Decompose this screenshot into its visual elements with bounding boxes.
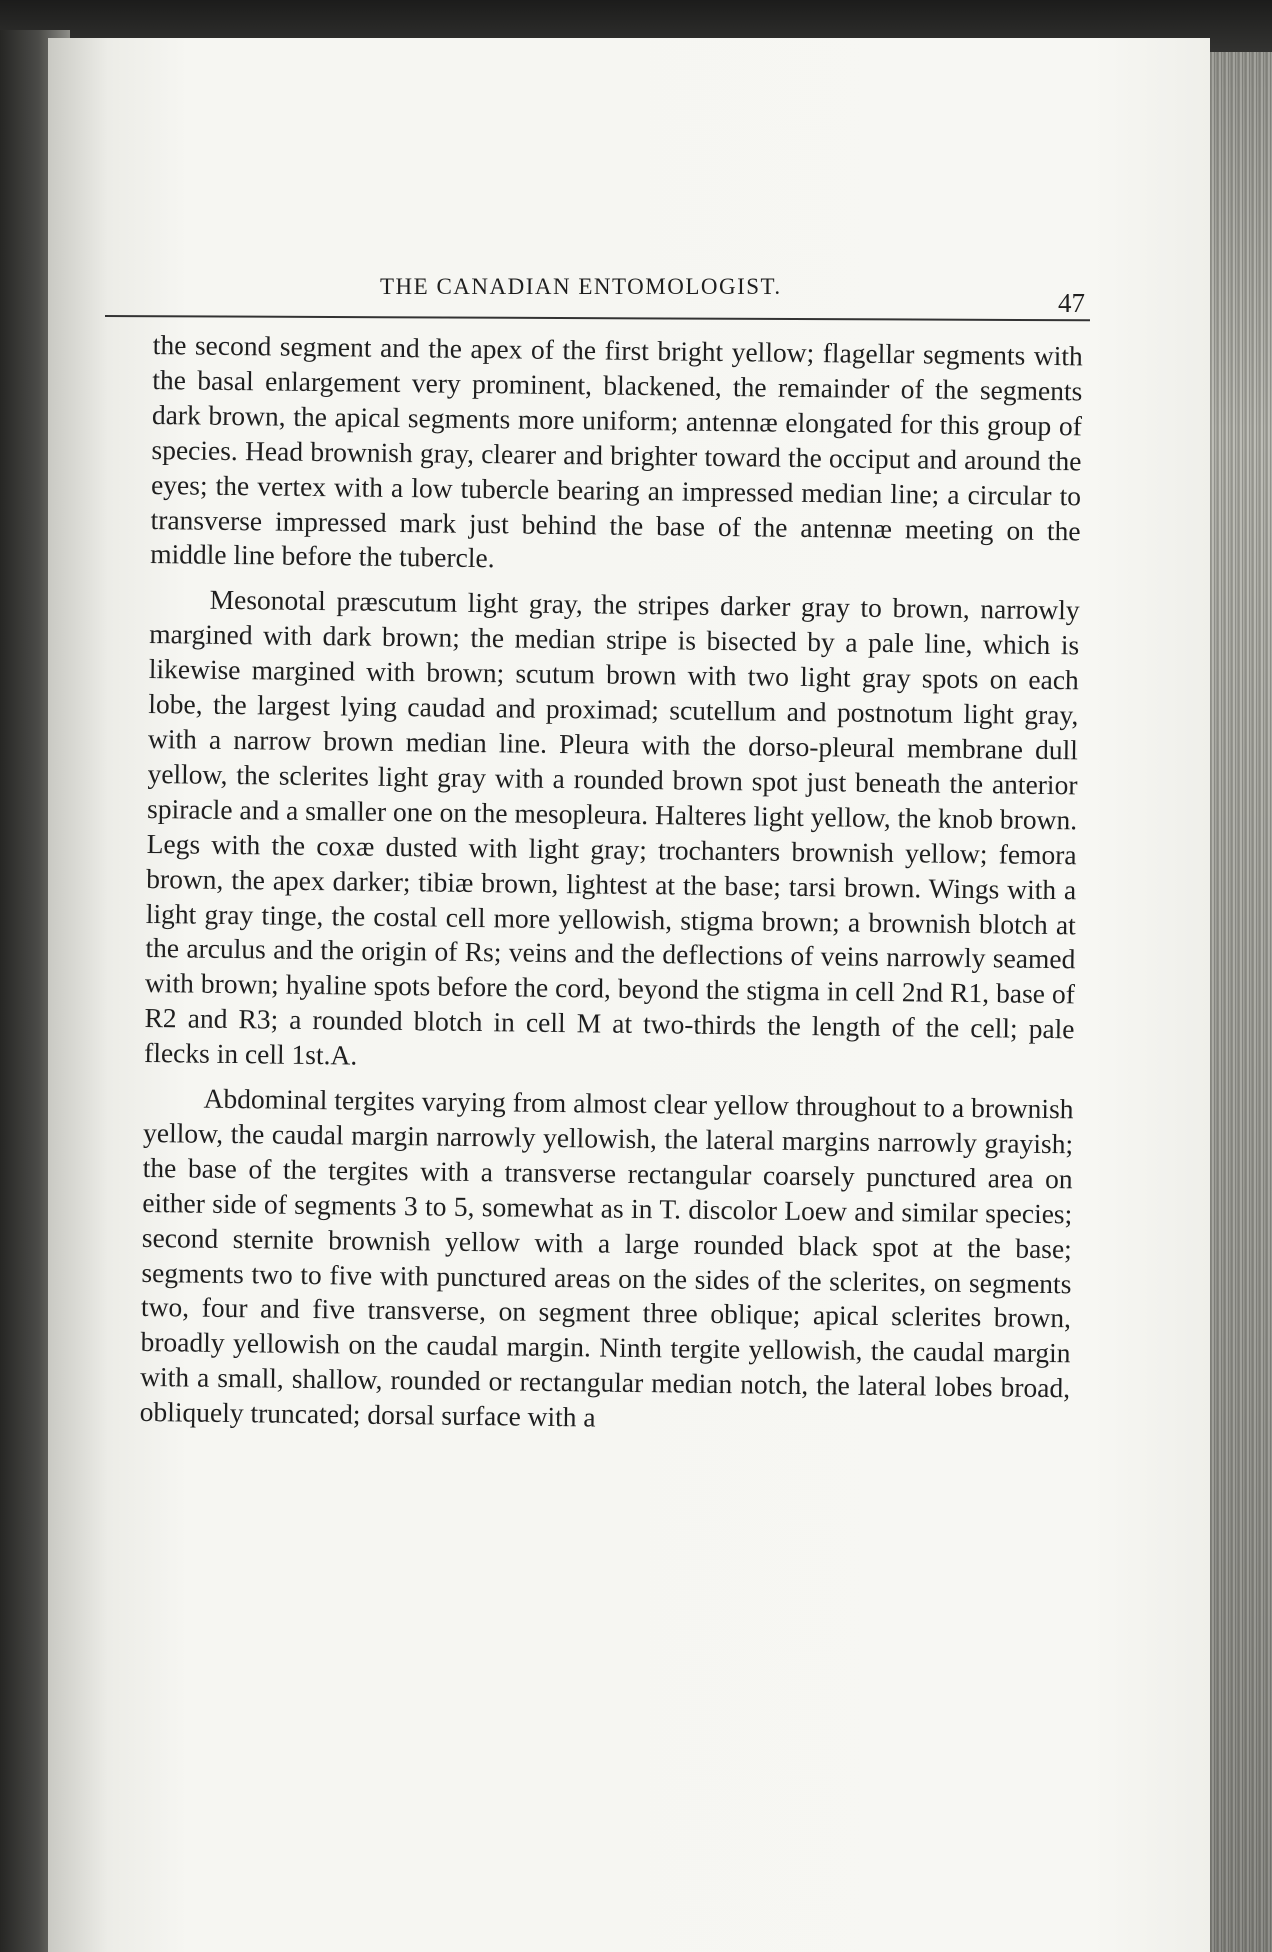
- paragraph-antennae-head: the second segment and the apex of the first bright yellow; flagellar segments with the basal enlargement very prominent, blackened, the remainder of the segments dark brown, the apical segments more uniform; antennæ elongated for this group of species. Head brownish gray, clearer and brighter toward the occiput and around the eyes; the vertex with a low tubercle bearing an impressed median line; a circular to transverse impressed mark just behind the base of the antennæ meeting on the middle line before the tubercle.: [150, 328, 1083, 574]
- paragraph-thorax-wings: Mesonotal præscutum light gray, the stripes darker gray to brown, narrowly margined with dark brown; the median stripe is bisected by a pale line, which is likewise margined with brown; scutum brown with two light gray spots on each lobe, the largest lying caudad and proximad; scutellum and postnotum light gray, with a narrow brown median line. Pleura with the dorso-pleural membrane dull yellow, the sclerites light gray with a rounded brown spot just beneath the anterior spiracle and a smaller one on the mesopleura. Halteres light yellow, the knob brown. Legs with the coxæ dusted with light gray; trochanters brownish yellow; femora brown, the apex darker; tibiæ brown, lightest at the base; tarsi brown. Wings with a light gray tinge, the costal cell more yellowish, stigma brown; a brownish blotch at the arculus and the origin of Rs; veins and the deflections of veins narrowly seamed with brown; hyaline spots before the cord, beyond the stigma in cell 2nd R1, base of R2 and R3; a rounded blotch in cell M at two-thirds the length of the cell; pale flecks in cell 1st.A.: [143, 584, 1080, 1071]
- page-number: 47: [1058, 288, 1085, 318]
- paragraph-abdomen: Abdominal tergites varying from almost clear yellow throughout to a brownish yellow, the caudal margin narrowly yellowish, the lateral margins narrowly grayish; the base of the tergites with a transverse rectangular coarsely punctured area on either side of segments 3 to 5, somewhat as in T. discolor Loew and similar species; second sternite brownish yellow with a large rounded black spot at the base; segments two to five with punctured areas on the sides of the sclerites, on segments two, four and five transverse, on segment three oblique; apical sclerites brown, broadly yellowish on the caudal margin. Ninth tergite yellowish, the caudal margin with a small, shallow, rounded or rectangular median notch, the lateral lobes broad, obliquely truncated; dorsal surface with a: [139, 1082, 1074, 1433]
- book-page: [48, 38, 1210, 1952]
- body-text: [139, 328, 1083, 1451]
- running-head: THE CANADIAN ENTOMOLOGIST.: [380, 274, 782, 299]
- book-page-edges: [1208, 52, 1272, 1952]
- page-header: [96, 274, 1091, 318]
